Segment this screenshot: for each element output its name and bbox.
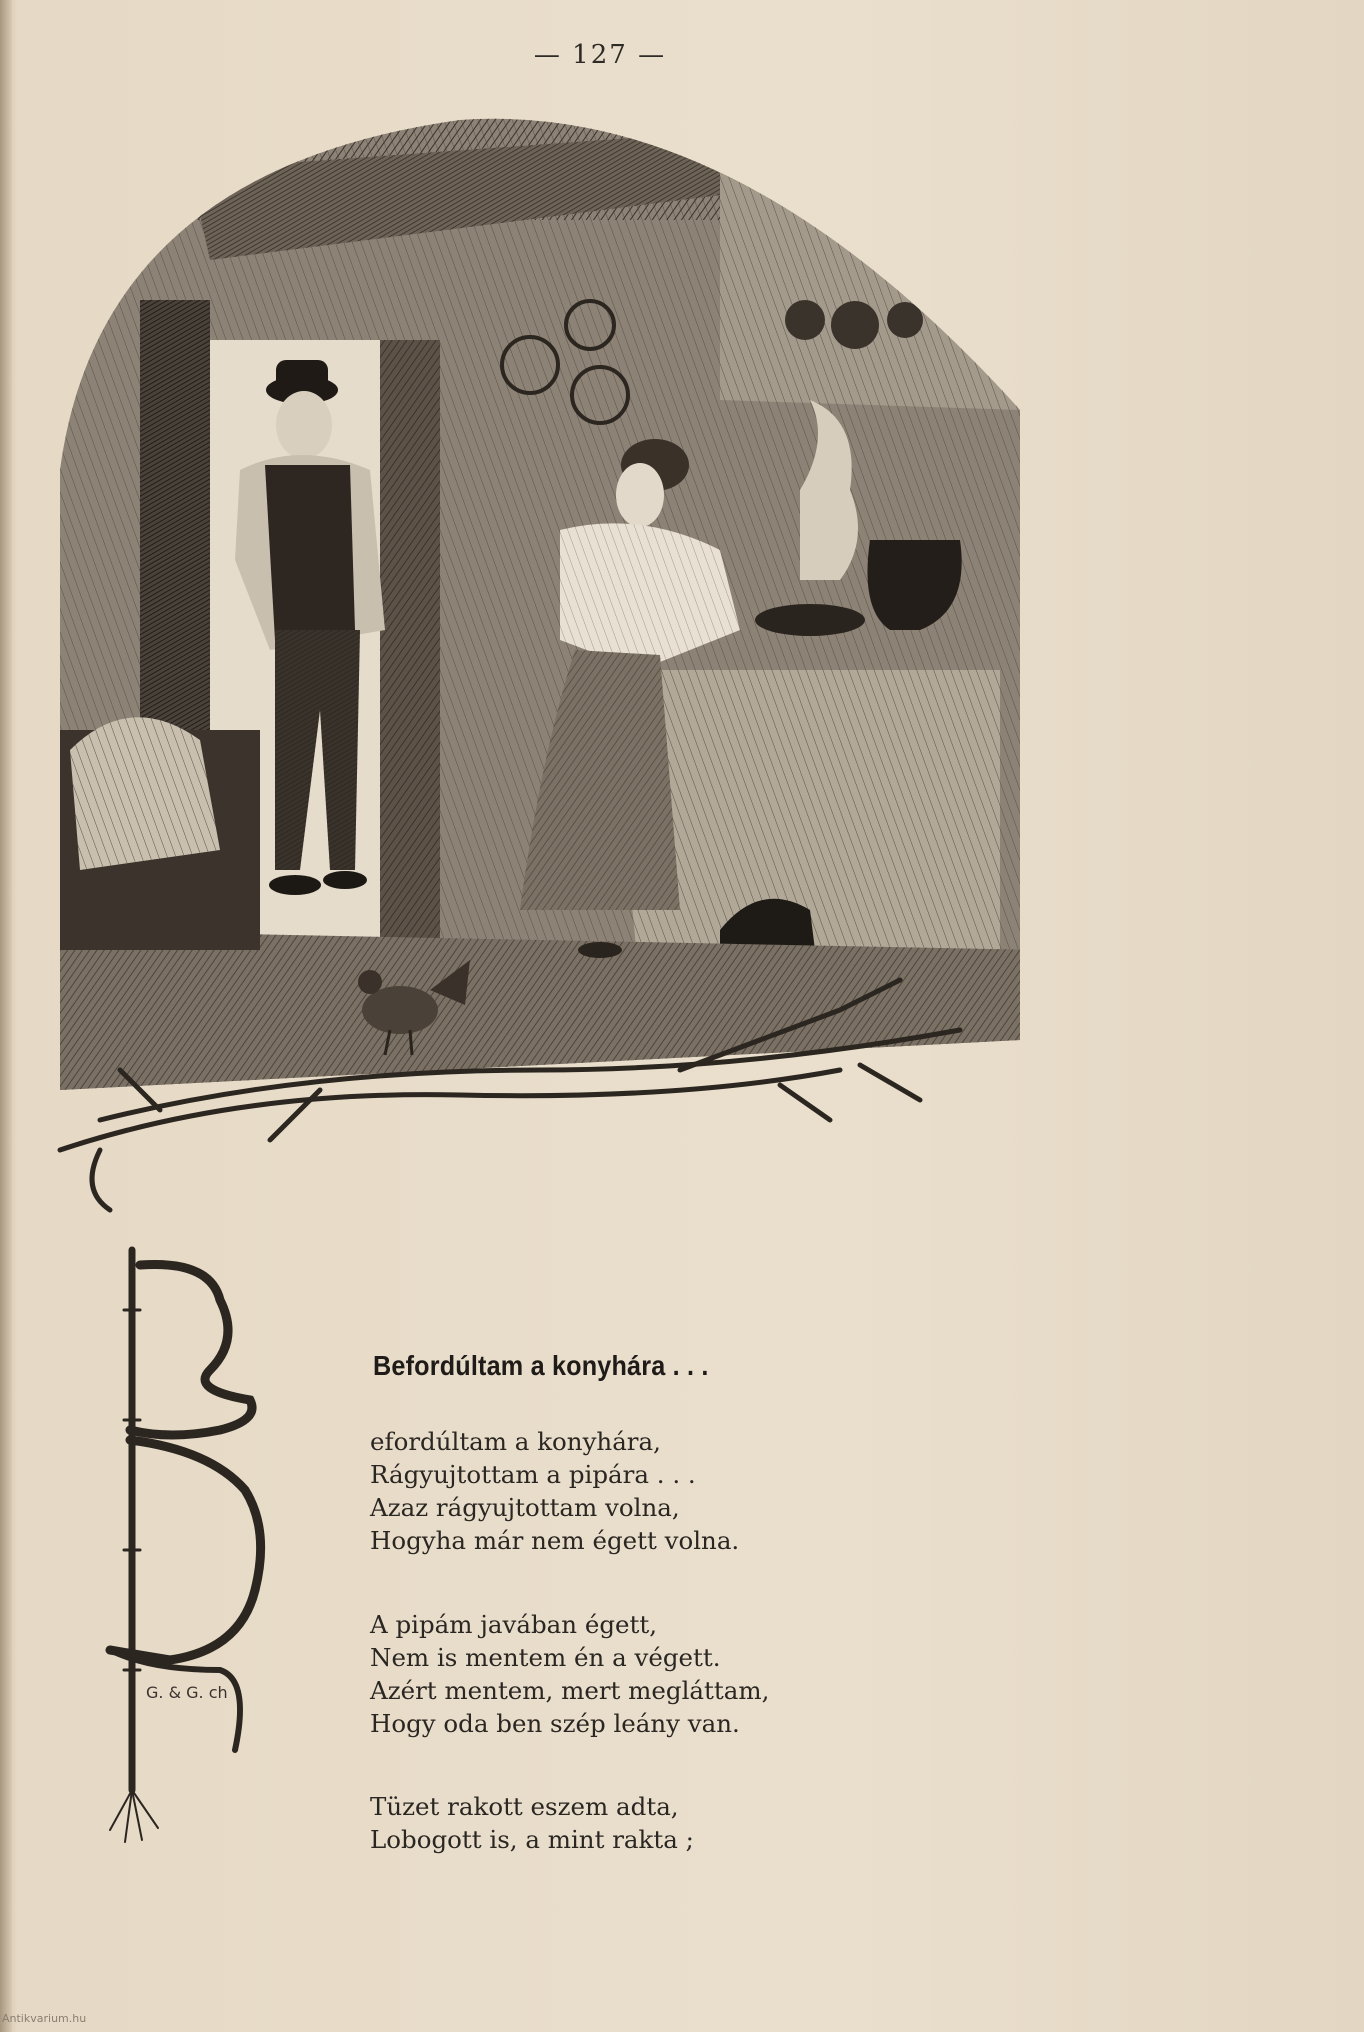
- engraving-kitchen-scene-icon: [40, 110, 1040, 1220]
- poem-line: A pipám javában égett,: [370, 1610, 657, 1639]
- poem-stanza-2: [370, 1608, 769, 1740]
- poem-line: Azaz rágyujtottam volna,: [370, 1493, 680, 1522]
- poem-line: Rágyujtottam a pipára . . .: [370, 1460, 696, 1489]
- poem-line: Tüzet rakott eszem adta,: [370, 1792, 679, 1821]
- poem-line: Lobogott is, a mint rakta ;: [370, 1825, 694, 1854]
- poem-title: Befordúltam a konyhára . . .: [373, 1350, 709, 1381]
- poem-line: Hogyha már nem égett volna.: [370, 1526, 740, 1555]
- poem-line: Azért mentem, mert megláttam,: [370, 1676, 770, 1705]
- kitchen-engraving-illustration: [40, 110, 1040, 1220]
- poem-stanza-3: [370, 1790, 694, 1856]
- page-number: — 127 —: [533, 40, 667, 70]
- poem-line: Nem is mentem én a végett.: [370, 1643, 721, 1672]
- decorative-initial-b: [70, 1230, 310, 1850]
- poem-stanza-1: [370, 1425, 739, 1557]
- page-edge: [0, 0, 12, 2032]
- engraver-signature: G. & G. ch: [146, 1683, 228, 1702]
- poem-line: efordúltam a konyhára,: [370, 1427, 661, 1456]
- watermark: Antikvarium.hu: [2, 2012, 87, 2025]
- poem-line: Hogy oda ben szép leány van.: [370, 1709, 740, 1738]
- cornstalk-initial-b-icon: [70, 1230, 310, 1850]
